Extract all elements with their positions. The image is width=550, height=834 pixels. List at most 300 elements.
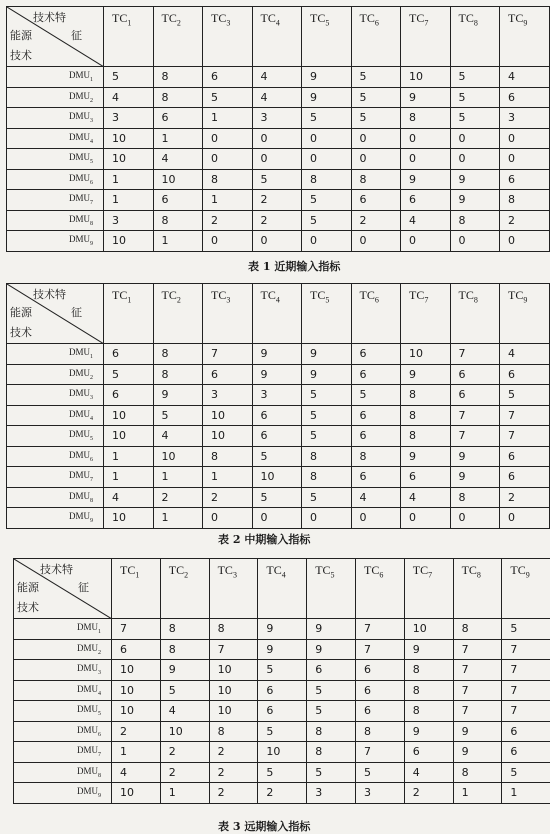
- column-header: $TC_2$: [160, 559, 209, 619]
- table-cell: 4: [160, 701, 209, 722]
- table-cell: 10: [104, 508, 154, 529]
- table-cell: 0: [450, 149, 500, 170]
- column-header: $TC_3$: [203, 284, 253, 344]
- table-cell: 2: [404, 783, 453, 804]
- table-cell: 8: [453, 762, 502, 783]
- table-cell: 5: [450, 67, 500, 88]
- table-cell: 6: [355, 660, 404, 681]
- table-cell: 5: [307, 701, 356, 722]
- column-header: $TC_7$: [401, 284, 451, 344]
- table-cell: 8: [307, 721, 356, 742]
- table-row: [7, 446, 550, 467]
- table-cell: 6: [258, 701, 307, 722]
- table-cell: 2: [209, 762, 258, 783]
- column-header: $TC_1$: [104, 284, 154, 344]
- row-label: $DMU_5$: [7, 149, 104, 170]
- row-label: $DMU_1$: [14, 619, 112, 640]
- table-cell: 10: [404, 619, 453, 640]
- table-cell: 0: [450, 128, 500, 149]
- table-cell: 10: [203, 405, 253, 426]
- table-cell: 5: [450, 108, 500, 129]
- column-header: $TC_5$: [302, 7, 352, 67]
- table-cell: 0: [203, 128, 253, 149]
- table-cell: 2: [209, 783, 258, 804]
- table-cell: 7: [453, 701, 502, 722]
- column-header: $TC_9$: [500, 7, 550, 67]
- table-cell: 6: [351, 405, 401, 426]
- table-cell: 9: [453, 742, 502, 763]
- table-cell: 5: [307, 680, 356, 701]
- header-tech-label: 技术: [10, 47, 32, 63]
- table-cell: 3: [307, 783, 356, 804]
- table-cell: 4: [112, 762, 161, 783]
- row-label: $DMU_3$: [7, 385, 104, 406]
- row-label: $DMU_7$: [7, 190, 104, 211]
- table-caption: 表 1 近期输入指标: [248, 258, 340, 274]
- table-row: [14, 762, 550, 783]
- table-row: [7, 344, 550, 365]
- table-cell: 8: [401, 405, 451, 426]
- table-cell: 2: [112, 721, 161, 742]
- table-cell: 7: [500, 426, 550, 447]
- table-row: [14, 701, 550, 722]
- table-cell: 9: [252, 344, 302, 365]
- data-table-2: [6, 283, 550, 529]
- table-cell: 8: [203, 169, 253, 190]
- data-table-1: [6, 6, 550, 252]
- table-cell: 5: [302, 385, 352, 406]
- column-header: $TC_4$: [258, 559, 307, 619]
- table-cell: 9: [252, 364, 302, 385]
- table-cell: 4: [104, 487, 154, 508]
- table-cell: 10: [209, 660, 258, 681]
- table-cell: 0: [252, 128, 302, 149]
- table-cell: 5: [502, 619, 550, 640]
- table-cell: 5: [252, 487, 302, 508]
- table-row: [7, 508, 550, 529]
- table-cell: 7: [355, 619, 404, 640]
- table-cell: 8: [401, 385, 451, 406]
- header-feature-label: 技术特: [33, 9, 66, 25]
- table-cell: 1: [104, 446, 154, 467]
- table-cell: 7: [209, 639, 258, 660]
- table-cell: 5: [351, 108, 401, 129]
- table-cell: 9: [160, 660, 209, 681]
- table-cell: 8: [401, 426, 451, 447]
- column-header: $TC_7$: [401, 7, 451, 67]
- header-tech-label: 技术: [10, 324, 32, 340]
- table-cell: 7: [355, 742, 404, 763]
- table-cell: 0: [203, 231, 253, 252]
- table-cell: 10: [258, 742, 307, 763]
- table-cell: 6: [351, 344, 401, 365]
- table-cell: 4: [401, 210, 451, 231]
- column-header: $TC_5$: [302, 284, 352, 344]
- table-cell: 6: [351, 190, 401, 211]
- table-cell: 7: [502, 660, 550, 681]
- table-cell: 5: [302, 405, 352, 426]
- row-label: $DMU_1$: [7, 344, 104, 365]
- table-cell: 8: [450, 210, 500, 231]
- row-label: $DMU_7$: [14, 742, 112, 763]
- table-cell: 1: [153, 467, 203, 488]
- column-header: $TC_1$: [104, 7, 154, 67]
- table-row: [7, 190, 550, 211]
- table-cell: 5: [252, 169, 302, 190]
- table-cell: 6: [450, 385, 500, 406]
- table-cell: 5: [258, 660, 307, 681]
- table-cell: 6: [500, 87, 550, 108]
- table-cell: 2: [258, 783, 307, 804]
- table-cell: 2: [252, 210, 302, 231]
- table-cell: 5: [302, 487, 352, 508]
- column-header: $TC_6$: [351, 284, 401, 344]
- table-cell: 6: [258, 680, 307, 701]
- table-cell: 1: [502, 783, 550, 804]
- table-cell: 10: [112, 701, 161, 722]
- column-header: $TC_9$: [502, 559, 550, 619]
- column-header: $TC_3$: [203, 7, 253, 67]
- column-header: $TC_2$: [153, 284, 203, 344]
- table-cell: 9: [401, 169, 451, 190]
- column-header: $TC_3$: [209, 559, 258, 619]
- table-row: [7, 128, 550, 149]
- table-cell: 8: [401, 108, 451, 129]
- table-cell: 8: [351, 446, 401, 467]
- table-cell: 7: [453, 660, 502, 681]
- table-cell: 9: [302, 87, 352, 108]
- table-cell: 6: [450, 364, 500, 385]
- table-cell: 7: [500, 405, 550, 426]
- table-cell: 5: [252, 446, 302, 467]
- table-cell: 10: [401, 67, 451, 88]
- table-row: [7, 231, 550, 252]
- table-cell: 6: [112, 639, 161, 660]
- table-cell: 8: [302, 446, 352, 467]
- table-cell: 1: [203, 190, 253, 211]
- table-cell: 9: [450, 169, 500, 190]
- table-row: [7, 467, 550, 488]
- table-cell: 1: [153, 128, 203, 149]
- table-cell: 0: [401, 231, 451, 252]
- table-cell: 0: [302, 149, 352, 170]
- table-row: [7, 364, 550, 385]
- table-cell: 7: [502, 639, 550, 660]
- table-cell: 8: [160, 619, 209, 640]
- table-cell: 7: [502, 701, 550, 722]
- table-cell: 8: [307, 742, 356, 763]
- corner-header-cell: [7, 7, 104, 67]
- table-cell: 8: [153, 210, 203, 231]
- table-row: [7, 169, 550, 190]
- row-label: $DMU_3$: [7, 108, 104, 129]
- table-cell: 8: [355, 721, 404, 742]
- table-cell: 5: [302, 108, 352, 129]
- table-cell: 6: [355, 701, 404, 722]
- table-cell: 0: [401, 149, 451, 170]
- row-label: $DMU_9$: [14, 783, 112, 804]
- table-cell: 7: [203, 344, 253, 365]
- table-cell: 1: [453, 783, 502, 804]
- table-cell: 4: [153, 149, 203, 170]
- table-cell: 6: [500, 364, 550, 385]
- table-cell: 7: [450, 405, 500, 426]
- table-cell: 1: [203, 467, 253, 488]
- table-cell: 4: [252, 87, 302, 108]
- table-cell: 0: [351, 508, 401, 529]
- table-cell: 8: [404, 660, 453, 681]
- table-cell: 5: [203, 87, 253, 108]
- row-label: $DMU_7$: [7, 467, 104, 488]
- table-cell: 8: [153, 364, 203, 385]
- table-cell: 8: [153, 67, 203, 88]
- table-cell: 10: [104, 149, 154, 170]
- table-cell: 0: [351, 231, 401, 252]
- table-cell: 9: [401, 87, 451, 108]
- table-cell: 7: [453, 680, 502, 701]
- table-cell: 8: [302, 169, 352, 190]
- table-cell: 5: [307, 762, 356, 783]
- table-row: [7, 487, 550, 508]
- table-cell: 2: [203, 210, 253, 231]
- column-header: $TC_5$: [307, 559, 356, 619]
- table-cell: 0: [252, 231, 302, 252]
- row-label: $DMU_5$: [14, 701, 112, 722]
- table-cell: 4: [500, 67, 550, 88]
- header-feature-label-2: 征: [71, 27, 82, 43]
- table-cell: 9: [302, 344, 352, 365]
- table-cell: 6: [104, 344, 154, 365]
- table-cell: 1: [160, 783, 209, 804]
- row-label: $DMU_2$: [7, 364, 104, 385]
- table-row: [14, 639, 550, 660]
- row-label: $DMU_8$: [14, 762, 112, 783]
- table-cell: 6: [351, 467, 401, 488]
- table-cell: 10: [104, 128, 154, 149]
- table-cell: 6: [203, 67, 253, 88]
- table-cell: 0: [500, 149, 550, 170]
- table-cell: 9: [450, 446, 500, 467]
- row-label: $DMU_4$: [7, 128, 104, 149]
- table-cell: 1: [153, 231, 203, 252]
- table-row: [14, 721, 550, 742]
- table-cell: 8: [404, 701, 453, 722]
- row-label: $DMU_6$: [7, 446, 104, 467]
- table-cell: 0: [500, 128, 550, 149]
- table-cell: 5: [302, 190, 352, 211]
- row-label: $DMU_9$: [7, 231, 104, 252]
- row-label: $DMU_2$: [7, 87, 104, 108]
- table-cell: 8: [450, 487, 500, 508]
- table-cell: 5: [258, 721, 307, 742]
- table-cell: 10: [153, 169, 203, 190]
- table-cell: 9: [258, 639, 307, 660]
- table-cell: 6: [500, 169, 550, 190]
- row-label: $DMU_6$: [14, 721, 112, 742]
- table-cell: 0: [252, 508, 302, 529]
- table-cell: 10: [112, 783, 161, 804]
- table-cell: 10: [160, 721, 209, 742]
- column-header: $TC_4$: [252, 7, 302, 67]
- table-row: [7, 67, 550, 88]
- table-cell: 8: [453, 619, 502, 640]
- table-cell: 3: [252, 385, 302, 406]
- table-cell: 0: [203, 149, 253, 170]
- table-row: [7, 108, 550, 129]
- corner-header-cell: [7, 284, 104, 344]
- table-cell: 10: [209, 701, 258, 722]
- table-cell: 5: [302, 210, 352, 231]
- table-cell: 5: [160, 680, 209, 701]
- table-cell: 5: [500, 385, 550, 406]
- table-cell: 5: [355, 762, 404, 783]
- table-row: [7, 149, 550, 170]
- table-cell: 6: [401, 467, 451, 488]
- column-header: $TC_2$: [153, 7, 203, 67]
- table-cell: 6: [252, 426, 302, 447]
- table-cell: 6: [351, 426, 401, 447]
- table-cell: 9: [153, 385, 203, 406]
- table-cell: 8: [209, 619, 258, 640]
- header-energy-label: 能源: [17, 579, 39, 595]
- table-cell: 5: [153, 405, 203, 426]
- table-cell: 0: [351, 128, 401, 149]
- table-row: [14, 742, 550, 763]
- row-label: $DMU_1$: [7, 67, 104, 88]
- table-cell: 6: [203, 364, 253, 385]
- table-row: [14, 660, 550, 681]
- table-cell: 8: [153, 344, 203, 365]
- table-cell: 4: [404, 762, 453, 783]
- table-cell: 6: [153, 108, 203, 129]
- table-cell: 10: [203, 426, 253, 447]
- table-cell: 9: [404, 721, 453, 742]
- table-cell: 10: [401, 344, 451, 365]
- row-label: $DMU_8$: [7, 210, 104, 231]
- table-cell: 9: [450, 190, 500, 211]
- table-cell: 6: [502, 721, 550, 742]
- table-cell: 9: [453, 721, 502, 742]
- table-cell: 5: [104, 364, 154, 385]
- table-cell: 3: [104, 210, 154, 231]
- table-cell: 5: [351, 87, 401, 108]
- table-caption: 表 2 中期输入指标: [218, 531, 310, 547]
- table-cell: 10: [209, 680, 258, 701]
- table-cell: 6: [153, 190, 203, 211]
- header-feature-label-2: 征: [71, 304, 82, 320]
- table-cell: 2: [252, 190, 302, 211]
- column-header: $TC_6$: [351, 7, 401, 67]
- table-cell: 9: [258, 619, 307, 640]
- table-cell: 10: [104, 231, 154, 252]
- table-cell: 5: [502, 762, 550, 783]
- row-label: $DMU_3$: [14, 660, 112, 681]
- table-cell: 2: [153, 487, 203, 508]
- table-cell: 1: [153, 508, 203, 529]
- table-cell: 3: [355, 783, 404, 804]
- table-cell: 5: [302, 426, 352, 447]
- table-cell: 8: [302, 467, 352, 488]
- table-cell: 4: [500, 344, 550, 365]
- table-cell: 10: [252, 467, 302, 488]
- table-cell: 10: [112, 660, 161, 681]
- table-cell: 9: [307, 639, 356, 660]
- table-row: [14, 680, 550, 701]
- table-cell: 1: [104, 190, 154, 211]
- table-cell: 2: [160, 742, 209, 763]
- table-cell: 8: [160, 639, 209, 660]
- table-cell: 0: [302, 508, 352, 529]
- table-cell: 7: [453, 639, 502, 660]
- table-cell: 2: [500, 210, 550, 231]
- table-cell: 6: [500, 467, 550, 488]
- row-label: $DMU_5$: [7, 426, 104, 447]
- table-cell: 0: [450, 508, 500, 529]
- data-table-3: [13, 558, 550, 804]
- column-header: $TC_9$: [500, 284, 550, 344]
- table-cell: 8: [404, 680, 453, 701]
- table-caption: 表 3 远期输入指标: [218, 818, 310, 834]
- table-cell: 5: [450, 87, 500, 108]
- table-cell: 6: [500, 446, 550, 467]
- table-row: [7, 210, 550, 231]
- table-cell: 3: [203, 385, 253, 406]
- table-cell: 2: [203, 487, 253, 508]
- table-cell: 2: [351, 210, 401, 231]
- table-cell: 0: [401, 508, 451, 529]
- table-cell: 1: [104, 169, 154, 190]
- table-cell: 3: [252, 108, 302, 129]
- table-cell: 9: [450, 467, 500, 488]
- table-row: [7, 405, 550, 426]
- table-cell: 4: [252, 67, 302, 88]
- table-cell: 0: [203, 508, 253, 529]
- table-cell: 10: [112, 680, 161, 701]
- table-cell: 9: [401, 364, 451, 385]
- table-cell: 7: [502, 680, 550, 701]
- table-cell: 0: [302, 231, 352, 252]
- header-feature-label: 技术特: [33, 286, 66, 302]
- table-row: [14, 619, 550, 640]
- table-cell: 10: [104, 405, 154, 426]
- table-cell: 0: [351, 149, 401, 170]
- table-cell: 8: [209, 721, 258, 742]
- row-label: $DMU_2$: [14, 639, 112, 660]
- header-feature-label: 技术特: [40, 561, 73, 577]
- table-cell: 2: [160, 762, 209, 783]
- table-cell: 3: [500, 108, 550, 129]
- table-cell: 7: [112, 619, 161, 640]
- table-cell: 0: [401, 128, 451, 149]
- table-cell: 1: [104, 467, 154, 488]
- table-cell: 6: [502, 742, 550, 763]
- table-cell: 4: [153, 426, 203, 447]
- table-row: [14, 783, 550, 804]
- table-cell: 1: [112, 742, 161, 763]
- table-cell: 2: [209, 742, 258, 763]
- table-cell: 8: [351, 169, 401, 190]
- column-header: $TC_1$: [112, 559, 161, 619]
- table-cell: 4: [104, 87, 154, 108]
- column-header: $TC_8$: [453, 559, 502, 619]
- table-cell: 8: [153, 87, 203, 108]
- column-header: $TC_4$: [252, 284, 302, 344]
- row-label: $DMU_4$: [7, 405, 104, 426]
- table-cell: 10: [153, 446, 203, 467]
- table-row: [7, 426, 550, 447]
- row-label: $DMU_4$: [14, 680, 112, 701]
- column-header: $TC_8$: [450, 7, 500, 67]
